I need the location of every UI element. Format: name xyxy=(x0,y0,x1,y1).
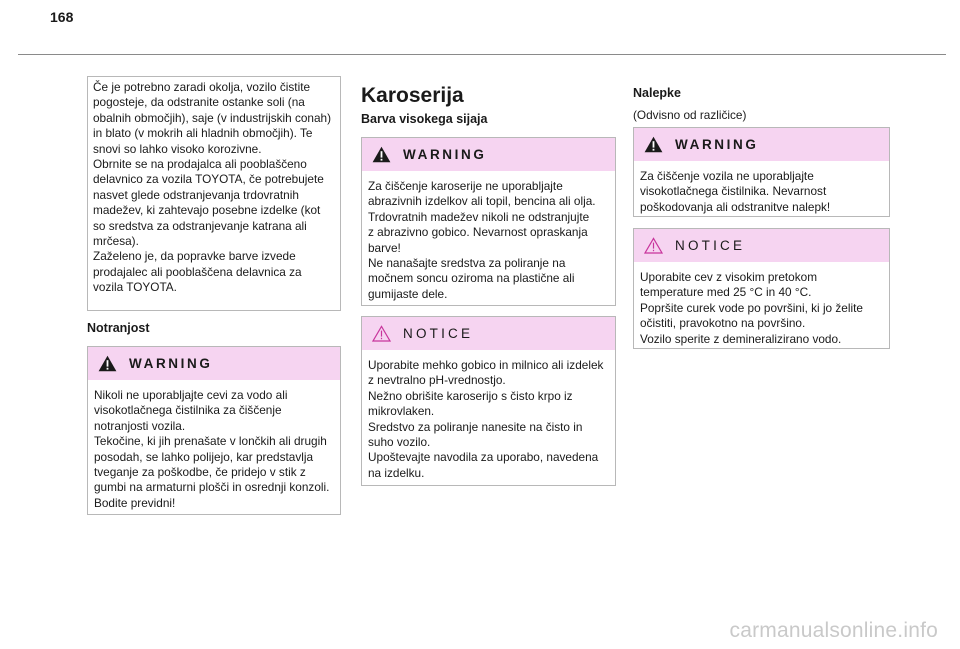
text-line: mikrovlaken. xyxy=(368,404,435,419)
intro-box xyxy=(87,76,341,311)
section-title-karoserija: Karoserija xyxy=(361,84,464,107)
notice-triangle-icon xyxy=(372,325,391,342)
warning-label: WARNING xyxy=(403,147,487,162)
text-line: in blato (v mokrih ali hladnih območjih). Te xyxy=(93,126,313,141)
text-line: gumbi na armaturni plošči in osrednji konzoli. xyxy=(94,480,330,495)
text-line: z abrazivno gobico. Nevarnost opraskanja xyxy=(368,225,588,240)
text-line: gumijaste dele. xyxy=(368,286,448,301)
notice-box-stickers xyxy=(633,228,890,349)
text-line: močnem soncu oziroma na plastične ali xyxy=(368,271,575,286)
text-line: z nevtralno pH-vrednostjo. xyxy=(368,373,506,388)
text-line: Bodite previdni! xyxy=(94,495,176,510)
text-line: abrazivnih izdelkov ali topil, bencina ali olja. xyxy=(368,194,596,209)
text-line: tveganje za poškodbe, če pridejo v stik z xyxy=(94,465,306,480)
section-subheading-nalepke: Nalepke xyxy=(633,86,681,100)
notice-box-body-paint xyxy=(361,316,616,486)
notice-text xyxy=(362,350,615,481)
notice-triangle-icon xyxy=(644,237,663,254)
text-line: vozila TOYOTA. xyxy=(93,280,177,295)
warning-box-stickers xyxy=(633,127,890,217)
text-line: snovi so lahko visoko korozivne. xyxy=(93,141,262,156)
text-line: madežev, ki zahtevajo posebne izdelke (kot xyxy=(93,203,321,218)
text-line: Popršite curek vode po površini, ki jo želite xyxy=(640,300,863,315)
text-line: barve! xyxy=(368,240,401,255)
text-line: Za čiščenje karoserije ne uporabljajte xyxy=(368,179,563,193)
text-line: delavnico za vozila TOYOTA, če potrebujete xyxy=(93,172,324,187)
text-line: Če je potrebno zaradi okolja, vozilo čistite xyxy=(93,80,311,94)
warning-label: WARNING xyxy=(675,137,759,152)
text-line: poškodovanja ali odstranitve nalepk! xyxy=(640,199,831,214)
text-line: Trdovratnih madežev nikoli ne odstranjujte xyxy=(368,209,590,224)
version-note: (Odvisno od različice) xyxy=(633,108,747,122)
text-line: Vozilo sperite z demineralizirano vodo. xyxy=(640,331,842,346)
warning-triangle-icon xyxy=(98,355,117,372)
text-line: Uporabite cev z visokim pretokom xyxy=(640,270,818,284)
text-line: Uporabite mehko gobico in milnico ali izdelek xyxy=(368,358,604,372)
text-line: visokotlačnega čistilnika. Nevarnost xyxy=(640,184,827,199)
warning-text xyxy=(362,171,615,302)
warning-text xyxy=(88,380,340,511)
text-line: suho vozilo. xyxy=(368,435,431,450)
text-line: Obrnite se na prodajalca ali pooblaščeno xyxy=(93,157,307,172)
text-line: visokotlačnega čistilnika za čiščenje xyxy=(94,403,282,418)
text-line: pogosteje, da odstranite ostanke soli (na xyxy=(93,95,305,110)
warning-triangle-icon xyxy=(644,136,663,153)
text-line: posodah, se lahko polijejo, kar predstavlja xyxy=(94,449,314,464)
watermark: carmanualsonline.info xyxy=(729,619,938,642)
text-line: Nikoli ne uporabljajte cevi za vodo ali xyxy=(94,388,288,402)
text-line: Za čiščenje vozila ne uporabljajte xyxy=(640,169,814,183)
notice-label: NOTICE xyxy=(403,326,474,341)
section-subheading-notranjost: Notranjost xyxy=(87,321,150,335)
text-line: očistiti, pravokotno na površino. xyxy=(640,316,806,331)
warning-box-body-paint xyxy=(361,137,616,306)
warning-text xyxy=(634,161,889,215)
notice-text xyxy=(634,262,889,347)
text-line: prodajalec ali pooblaščena delavnica za xyxy=(93,264,302,279)
warning-header xyxy=(88,347,340,380)
text-line: Zaželeno je, da popravke barve izvede xyxy=(93,249,296,264)
notice-label: NOTICE xyxy=(675,238,746,253)
text-line: temperature med 25 °C in 40 °C. xyxy=(640,285,812,300)
text-line: nasvet glede odstranjevanja trdovratnih xyxy=(93,187,299,202)
warning-label: WARNING xyxy=(129,356,213,371)
section-subheading-barva: Barva visokega sijaja xyxy=(361,112,488,126)
intro-text xyxy=(88,77,340,296)
notice-header xyxy=(634,229,889,262)
page-number: 168 xyxy=(50,9,74,25)
text-line: Nežno obrišite karoserijo s čisto krpo iz xyxy=(368,388,573,403)
text-line: na izdelku. xyxy=(368,465,425,480)
warning-header xyxy=(362,138,615,171)
text-line: obalnih območjih), saje (v industrijskih conah) xyxy=(93,110,332,125)
warning-header xyxy=(634,128,889,161)
text-line: Upoštevajte navodila za uporabo, navedena xyxy=(368,450,599,465)
header-rule xyxy=(18,54,946,55)
text-line: Ne nanašajte sredstva za poliranje na xyxy=(368,256,566,271)
text-line: so sredstva za odstranjevanje katrana ali xyxy=(93,218,307,233)
warning-triangle-icon xyxy=(372,146,391,163)
text-line: Tekočine, ki jih prenašate v lončkih ali drugih xyxy=(94,434,327,449)
text-line: mrčesa). xyxy=(93,234,139,249)
notice-header xyxy=(362,317,615,350)
warning-box-interior xyxy=(87,346,341,515)
text-line: notranjosti vozila. xyxy=(94,418,186,433)
text-line: Sredstvo za poliranje nanesite na čisto in xyxy=(368,419,583,434)
